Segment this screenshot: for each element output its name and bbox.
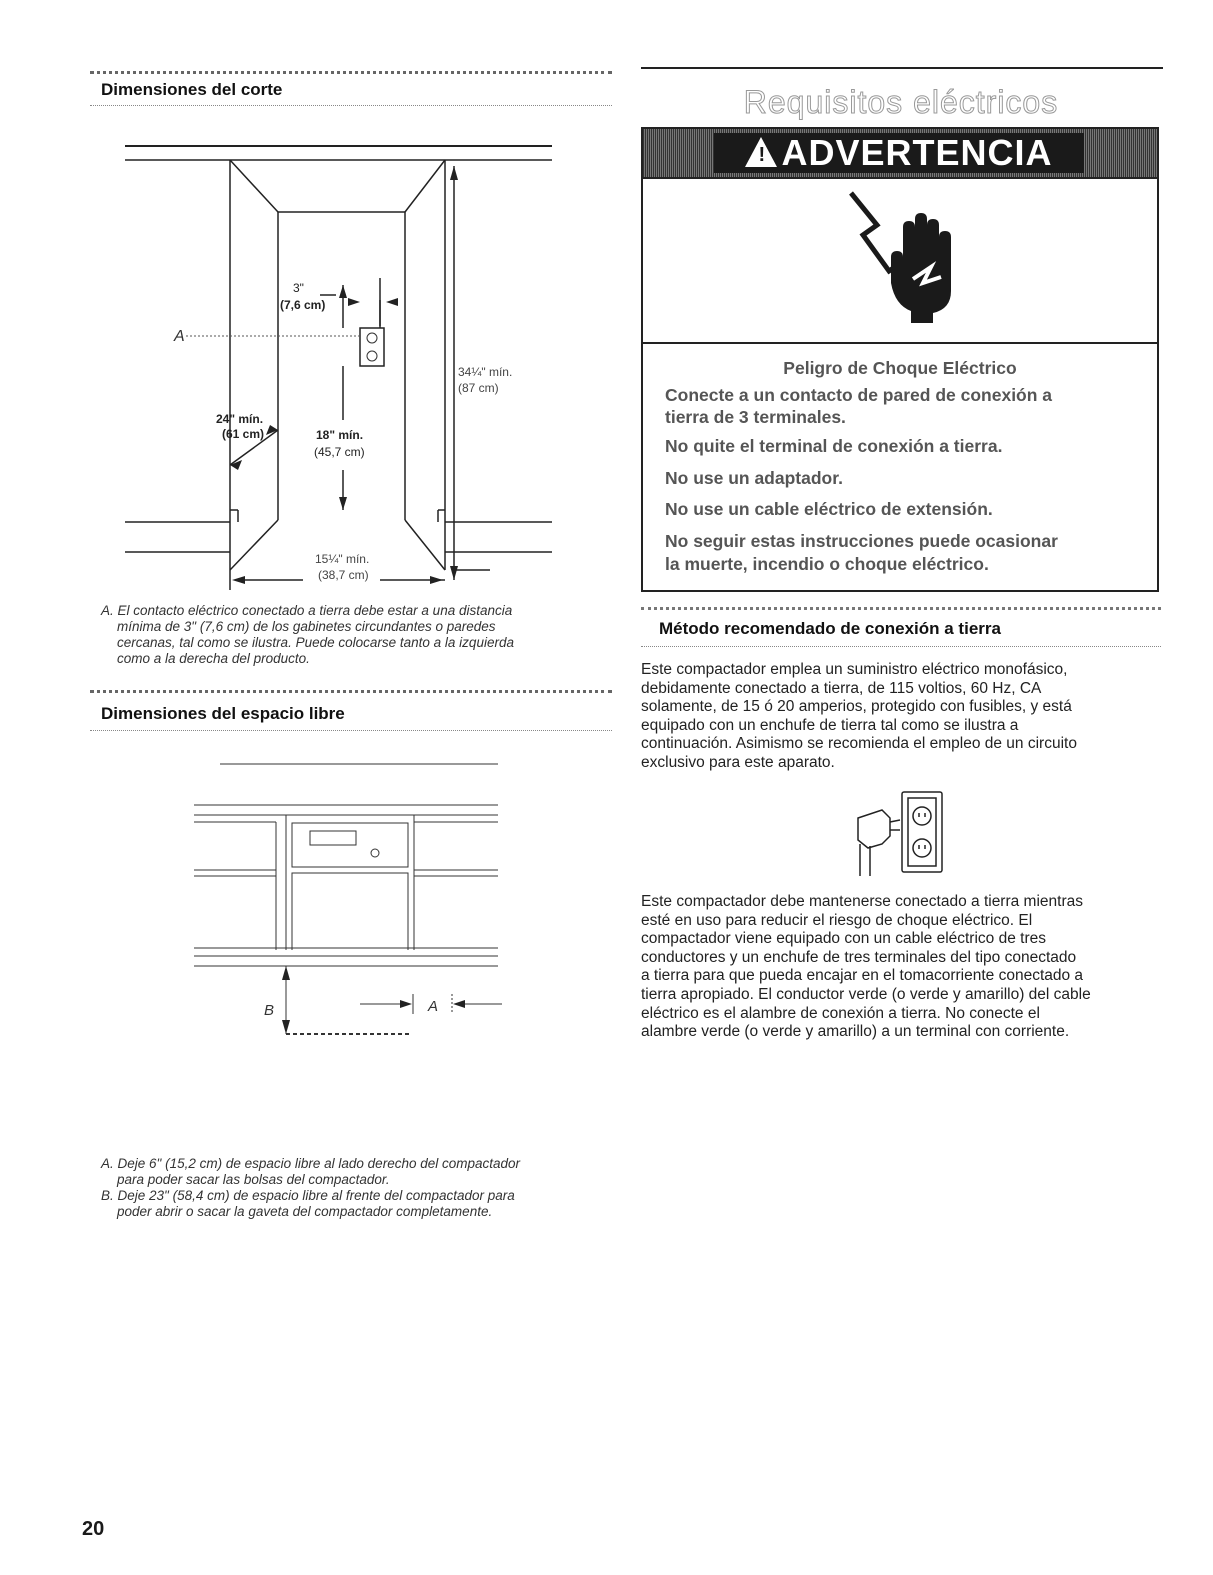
cutout-label-width-cm: (38,7 cm) [318, 568, 369, 582]
clearance-heading: Dimensiones del espacio libre [101, 704, 345, 723]
right-top-rule [641, 67, 1163, 69]
cutout-label-depth-cm: (61 cm) [222, 427, 265, 441]
warning-line: No seguir estas instrucciones puede ocasionar [665, 531, 1058, 551]
warning-line: Conecte a un contacto de pared de conexión a [665, 385, 1053, 405]
warning-box [641, 127, 1159, 592]
clearance-diagram-lower [180, 940, 520, 1050]
cutout-caption-line: A. El contacto eléctrico conectado a tierra debe estar a una distancia [101, 603, 513, 618]
cutout-heading: Dimensiones del corte [101, 80, 283, 99]
cutout-label-three-cm: (7,6 cm) [280, 298, 326, 312]
clearance-label-a: A [428, 998, 439, 1015]
clearance-diagram [180, 760, 520, 950]
paragraph-line: esté en uso para reducir el riesgo de choque eléctrico. El [641, 911, 1033, 929]
paragraph-line: compactador viene equipado con un cable eléctrico de tres [641, 930, 1046, 948]
paragraph-line: debidamente conectado a tierra, de 115 voltios, 60 Hz, CA [641, 679, 1042, 697]
cutout-diagram [90, 130, 590, 590]
paragraph-line: solamente, de 15 ó 20 amperios, protegido con fusibles, y está [641, 698, 1072, 716]
grounding-top-rule [641, 607, 1161, 610]
cutout-caption-line: como a la derecha del producto. [117, 651, 310, 666]
paragraph-line: conductores y un enchufe de tres terminales del tipo conectado [641, 948, 1077, 966]
warning-label: ! ADVERTENCIA [714, 133, 1084, 173]
warning-line: la muerte, incendio o choque eléctrico. [665, 554, 989, 574]
paragraph-line: Este compactador emplea un suministro eléctrico monofásico, [641, 661, 1068, 678]
cutout-caption-line: mínima de 3" (7,6 cm) de los gabinetes circundantes o paredes [117, 619, 496, 634]
paragraph-line: eléctrico es el alambre de conexión a tierra. No conecte el [641, 1004, 1040, 1022]
clearance-top-rule [90, 690, 612, 693]
warning-header [643, 129, 1157, 179]
clearance-caption-line: para poder sacar las bolsas del compactador. [117, 1172, 390, 1187]
cutout-label-height-cm: (87 cm) [458, 381, 499, 395]
warning-line: No quite el terminal de conexión a tierra. [665, 436, 1003, 456]
grounding-paragraph-1 [641, 661, 1161, 773]
clearance-label-b: B [264, 1002, 275, 1019]
electrical-requirements-title: Requisitos eléctricos [743, 84, 1059, 120]
grounding-heading: Método recomendado de conexión a tierra [659, 619, 1001, 638]
paragraph-line: a tierra para que pueda encajar en el tomacorriente conectado a [641, 967, 1084, 985]
cutout-label-outlet-cm: (45,7 cm) [314, 445, 365, 459]
cutout-label-height-in: 34¼" mín. [458, 365, 513, 379]
warning-divider [643, 342, 1157, 344]
warning-line-title: Peligro de Choque Eléctrico [783, 358, 1017, 378]
clearance-caption-line: B. Deje 23" (58,4 cm) de espacio libre al frente del compactador para [101, 1188, 515, 1203]
paragraph-line: continuación. Asimismo se recomienda el empleo de un circuito [641, 735, 1077, 753]
electric-shock-hand-icon [831, 187, 971, 327]
cutout-caption [101, 603, 601, 667]
cutout-label-outlet-in: 18" mín. [316, 428, 364, 442]
top-left-rule [90, 71, 612, 74]
cutout-caption-line: cercanas, tal como se ilustra. Puede colocarse tanto a la izquierda [117, 635, 514, 650]
paragraph-line: tierra apropiado. El conductor verde (o verde y amarillo) del cable [641, 985, 1091, 1003]
warning-triangle-icon: ! [745, 137, 777, 167]
grounding-paragraph-2 [641, 893, 1163, 1042]
warning-line: tierra de 3 terminales. [665, 407, 846, 427]
cutout-label-width-in: 15¼" mín. [315, 552, 370, 566]
paragraph-line: equipado con un enchufe de tierra tal como se ilustra a [641, 716, 1019, 734]
cutout-label-a: A [174, 328, 185, 345]
clearance-caption [101, 1156, 611, 1220]
cutout-label-three-in: 3" [293, 281, 304, 295]
paragraph-line: exclusivo para este aparato. [641, 753, 835, 771]
clearance-heading-underline [90, 730, 612, 731]
cutout-heading-underline [90, 105, 612, 106]
paragraph-line: alambre verde (o verde y amarillo) a un terminal con corriente. [641, 1023, 1070, 1041]
clearance-caption-line: A. Deje 6" (15,2 cm) de espacio libre al lado derecho del compactador [101, 1156, 521, 1171]
warning-line: No use un adaptador. [665, 468, 843, 488]
grounding-heading-underline [641, 646, 1161, 647]
page-number: 20 [82, 1518, 105, 1540]
clearance-caption-line: poder abrir o sacar la gaveta del compactador completamente. [117, 1204, 493, 1219]
warning-line: No use un cable eléctrico de extensión. [665, 499, 993, 519]
cutout-label-depth-in: 24" mín. [216, 412, 264, 426]
grounded-plug-outlet-icon [846, 788, 946, 878]
paragraph-line: Este compactador debe mantenerse conectado a tierra mientras [641, 893, 1083, 910]
